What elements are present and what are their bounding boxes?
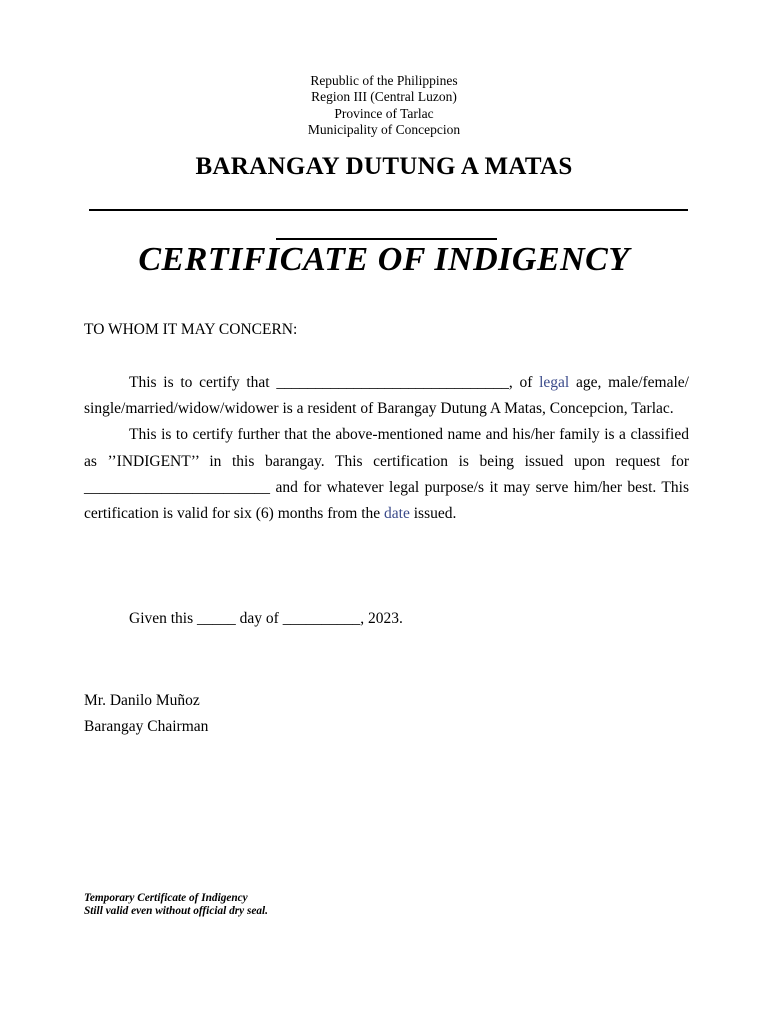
salutation: TO WHOM IT MAY CONCERN: (84, 321, 298, 338)
header-municipality: Municipality of Concepcion (307, 121, 461, 137)
paragraph-indigency-text-2: issued. (409, 505, 457, 523)
header-region: Region III (Central Luzon) (311, 89, 457, 105)
certificate-body (84, 370, 689, 527)
paragraph-indigency-text-1: This is to certify further that the above-mentioned name and his/her family is a classified as ’’INDIGENT’’ in this barangay. This certification is being issued upon request for ________________________ and for whatever legal purpose/s it may serve him/her best. This certification is valid for six (6) months from the (84, 426, 689, 523)
paragraph-residency-text-1: This is to certify that ______________________________, of (129, 374, 540, 391)
header-country: Republic of the Philippines (310, 73, 458, 88)
document-header (0, 73, 768, 138)
header-divider-long (89, 209, 688, 211)
header-divider-short (276, 238, 497, 240)
header-province: Province of Tarlac (334, 105, 434, 121)
signatory-position: Barangay Chairman (84, 718, 209, 735)
footer-note (84, 892, 268, 918)
signatory-name: Mr. Danilo Muñoz (84, 692, 200, 709)
certificate-title: CERTIFICATE OF INDIGENCY (138, 241, 630, 278)
footer-line-2: Still valid even without official dry seal. (84, 905, 268, 917)
legal-word: legal (539, 374, 570, 391)
paragraph-residency-text-2: age, male/female/ single/married/widow/widower is a resident of Barangay Dutung A Matas, Concepcion, Tarlac. (84, 374, 689, 418)
signatory-block (84, 688, 208, 740)
paragraph-residency (84, 370, 689, 422)
paragraph-indigency (84, 422, 689, 527)
footer-line-1: Temporary Certificate of Indigency (84, 892, 248, 904)
given-date-line: Given this _____ day of __________, 2023. (129, 610, 403, 627)
date-word: date (384, 505, 410, 523)
barangay-name: BARANGAY DUTUNG A MATAS (195, 153, 573, 180)
